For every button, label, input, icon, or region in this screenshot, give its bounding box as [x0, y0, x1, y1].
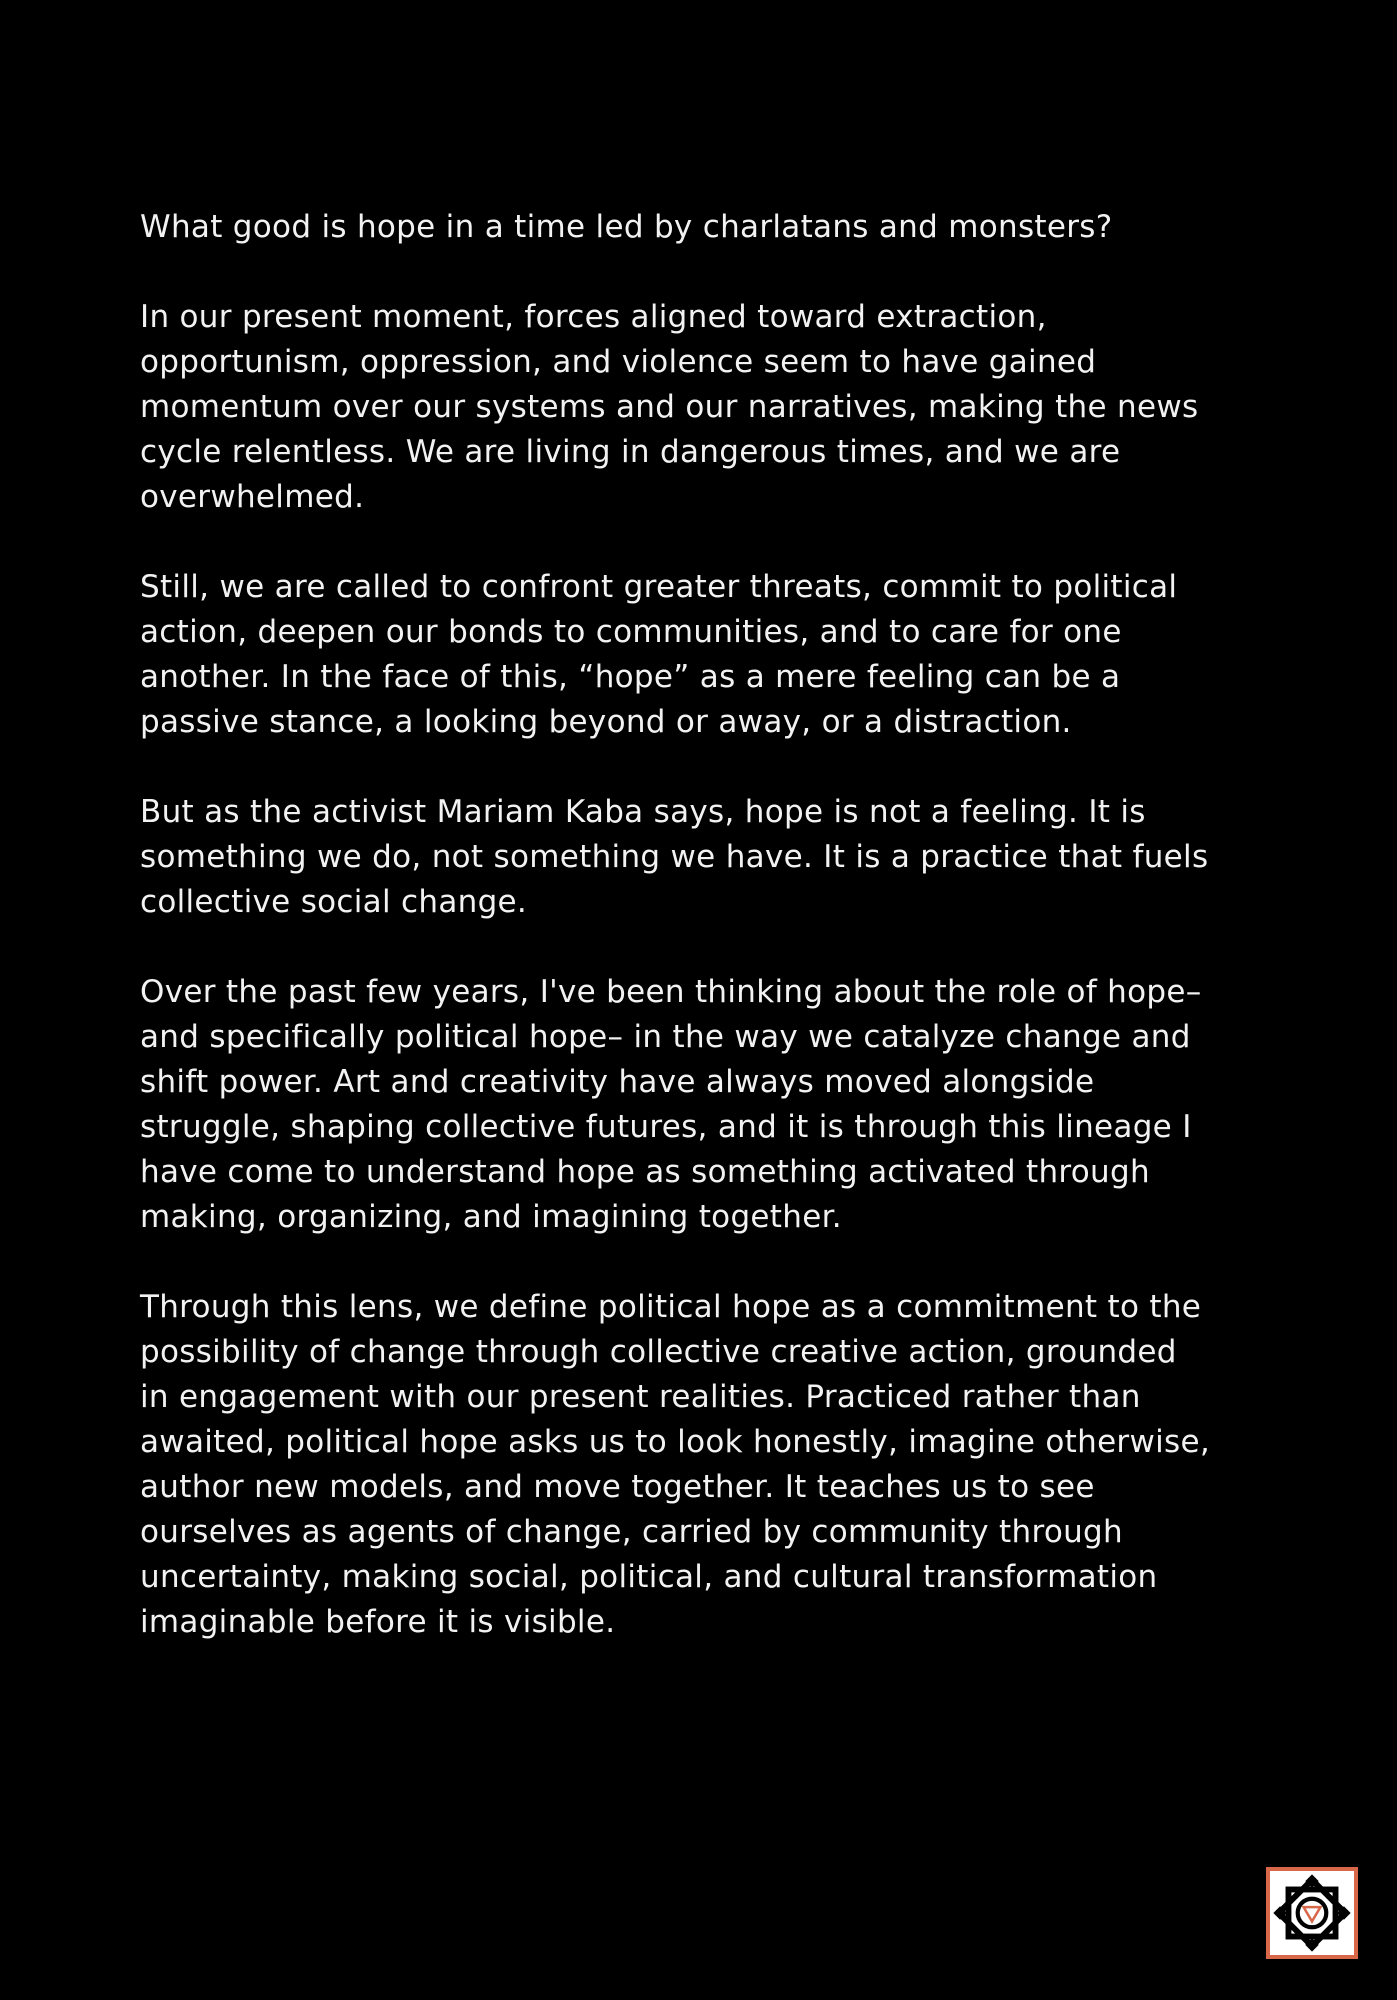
geometric-star-emblem-icon — [1266, 1867, 1358, 1959]
paragraph-present-moment: In our present moment, forces aligned toward extraction, opportunism, oppression, and violence seem to have gained momentum over our systems and our narratives, making the news cycle relentless. We are living in dangerous times, and we are overwhelmed. — [140, 299, 1199, 515]
paragraph-political-hope-definition: Through this lens, we define political hope as a commitment to the possibility of change through collective creative action, grounded in engagement with our present realities. Practiced rather than awaited, political hope asks us to look honestly, imagine otherwise, author new models, and move together. It teaches us to see ourselves as agents of change, carried by community through uncertainty, making social, political, and cultural transformation imaginable before it is visible. — [140, 1289, 1211, 1640]
paragraph-called-to-confront: Still, we are called to confront greater threats, commit to political action, deepen our bonds to communities, and to care for one another. In the face of this, “hope” as a mere feeling can be a passive stance, a looking beyond or away, or a distraction. — [140, 569, 1178, 740]
essay-body — [140, 205, 1260, 1645]
paragraph-mariam-kaba: But as the activist Mariam Kaba says, hope is not a feeling. It is something we do, not something we have. It is a practice that fuels collective social change. — [140, 794, 1209, 920]
paragraph-role-of-hope: Over the past few years, I've been thinking about the role of hope– and specifically political hope– in the way we catalyze change and shift power. Art and creativity have always moved alongside struggle, shaping collective futures, and it is through this lineage I have come to understand hope as something activated through making, organizing, and imagining together. — [140, 974, 1202, 1235]
paragraph-opening-question: What good is hope in a time led by charlatans and monsters? — [140, 209, 1113, 245]
